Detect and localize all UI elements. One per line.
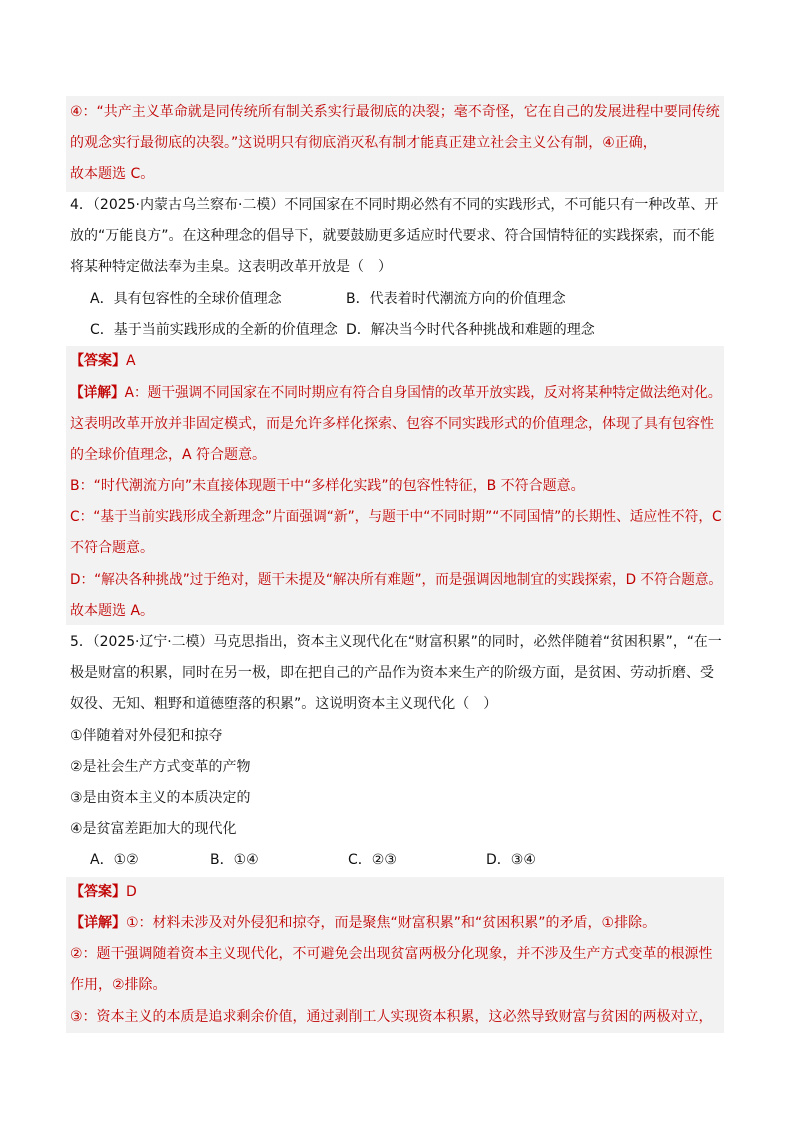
q4-detail-line-4: B：“时代潮流方向”未直接体现题干中“多样化实践”的包容性特征，B 不符合题意。 [70, 478, 585, 494]
q4-detail-line-6: 不符合题意。 [70, 540, 154, 556]
q5-option-b: B．①④ [210, 852, 259, 868]
answer-value: A [126, 353, 136, 369]
q5-detail-line-4: ③：资本主义的本质是追求剩余价值，通过剥削工人实现资本积累，这必然导致财富与贫困的两极对立， [70, 1009, 713, 1025]
q5-detail-line-3: 作用，②排除。 [70, 977, 167, 993]
q4-option-b: B．代表着时代潮流方向的价值理念 [346, 291, 566, 307]
q3-explanation-line-2: 的观念实行最彻底的决裂。”这说明只有彻底消灭私有制才能真正建立社会主义公有制，④正确， [70, 135, 657, 151]
q3-conclusion: 故本题选 C。 [70, 166, 155, 182]
q5-stem-line-2: 极是财富的积累，同时在另一极，即在把自己的产品作为资本来生产的阶级方面，是贫困、劳动折磨、受 [70, 665, 714, 681]
q5-stem-line-3: 奴役、无知、粗野和道德堕落的积累”。这说明资本主义现代化（ ） [70, 696, 498, 712]
q4-detail-line-2: 这表明改革开放并非固定模式，而是允许多样化探索、包容不同实践形式的价值理念，体现了具有包容性 [70, 416, 714, 432]
q5-statement-3: ③是由资本主义的本质决定的 [70, 790, 251, 806]
answer-label: 【答案】 [70, 353, 126, 369]
detail-label: 【详解】 [70, 915, 126, 931]
q5-answer [70, 882, 137, 902]
q5-detail-line-2: ②：题干强调随着资本主义现代化，不可避免会出现贫富两极分化现象，并不涉及生产方式变革的根源性 [70, 946, 713, 962]
q5-detail-line-1 [70, 913, 656, 933]
q4-conclusion: 故本题选 A。 [70, 603, 155, 619]
q4-stem-line-3: 将某种特定做法奉为圭臬。这表明改革开放是（ ） [70, 259, 392, 275]
q5-statement-4: ④是贫富差距加大的现代化 [70, 821, 237, 837]
answer-value: D [126, 884, 137, 900]
q5-option-a: A．①② [90, 852, 139, 868]
q5-stem-line-1: 5．（2025·辽宁·二模）马克思指出，资本主义现代化在“财富积累”的同时，必然伴随着“贫困积累”，“在一 [70, 634, 722, 650]
q4-option-c: C．基于当前实践形成的全新的价值理念 [90, 322, 338, 338]
q5-option-c: C．②③ [348, 852, 397, 868]
q4-detail-line-7: D：“解决各种挑战”过于绝对，题干未提及“解决所有难题”，而是强调因地制宜的实践探索，D 不符合题意。 [70, 572, 723, 588]
q4-option-a: A．具有包容性的全球价值理念 [90, 291, 282, 307]
q4-detail-line-5: C：“基于当前实践形成全新理念”片面强调“新”，与题干中“不同时期”“不同国情”的长期性、适应性不符，C [70, 509, 722, 525]
q4-stem-line-1: 4．（2025·内蒙古乌兰察布·二模）不同国家在不同时期必然有不同的实践形式，不可能只有一种改革、开 [70, 197, 719, 213]
q4-stem-line-2: 放的“万能良方”。在这种理念的倡导下，就要鼓励更多适应时代要求、符合国情特征的实践探索，而不能 [70, 228, 715, 244]
q4-answer [70, 351, 136, 371]
q4-detail-line-1 [70, 383, 722, 403]
answer-label: 【答案】 [70, 884, 126, 900]
detail-text: A：题干强调不同国家在不同时期应有符合自身国情的改革开放实践，反对将某种特定做法绝对化。 [124, 385, 722, 401]
q4-detail-line-3: 的全球价值理念，A 符合题意。 [70, 447, 267, 463]
q3-explanation-line-1: ④：“共产主义革命就是同传统所有制关系实行最彻底的决裂；毫不奇怪，它在自己的发展进程中要同传统 [70, 104, 720, 120]
detail-label: 【详解】 [70, 385, 125, 401]
q5-statement-2: ②是社会生产方式变革的产物 [70, 759, 251, 775]
q5-option-d: D．③④ [486, 852, 536, 868]
q4-option-d: D．解决当今时代各种挑战和难题的理念 [346, 322, 595, 338]
q5-statement-1: ①伴随着对外侵犯和掠夺 [70, 728, 223, 744]
detail-text: ①：材料未涉及对外侵犯和掠夺，而是聚焦“财富积累”和“贫困积累”的矛盾，①排除。 [126, 915, 657, 931]
